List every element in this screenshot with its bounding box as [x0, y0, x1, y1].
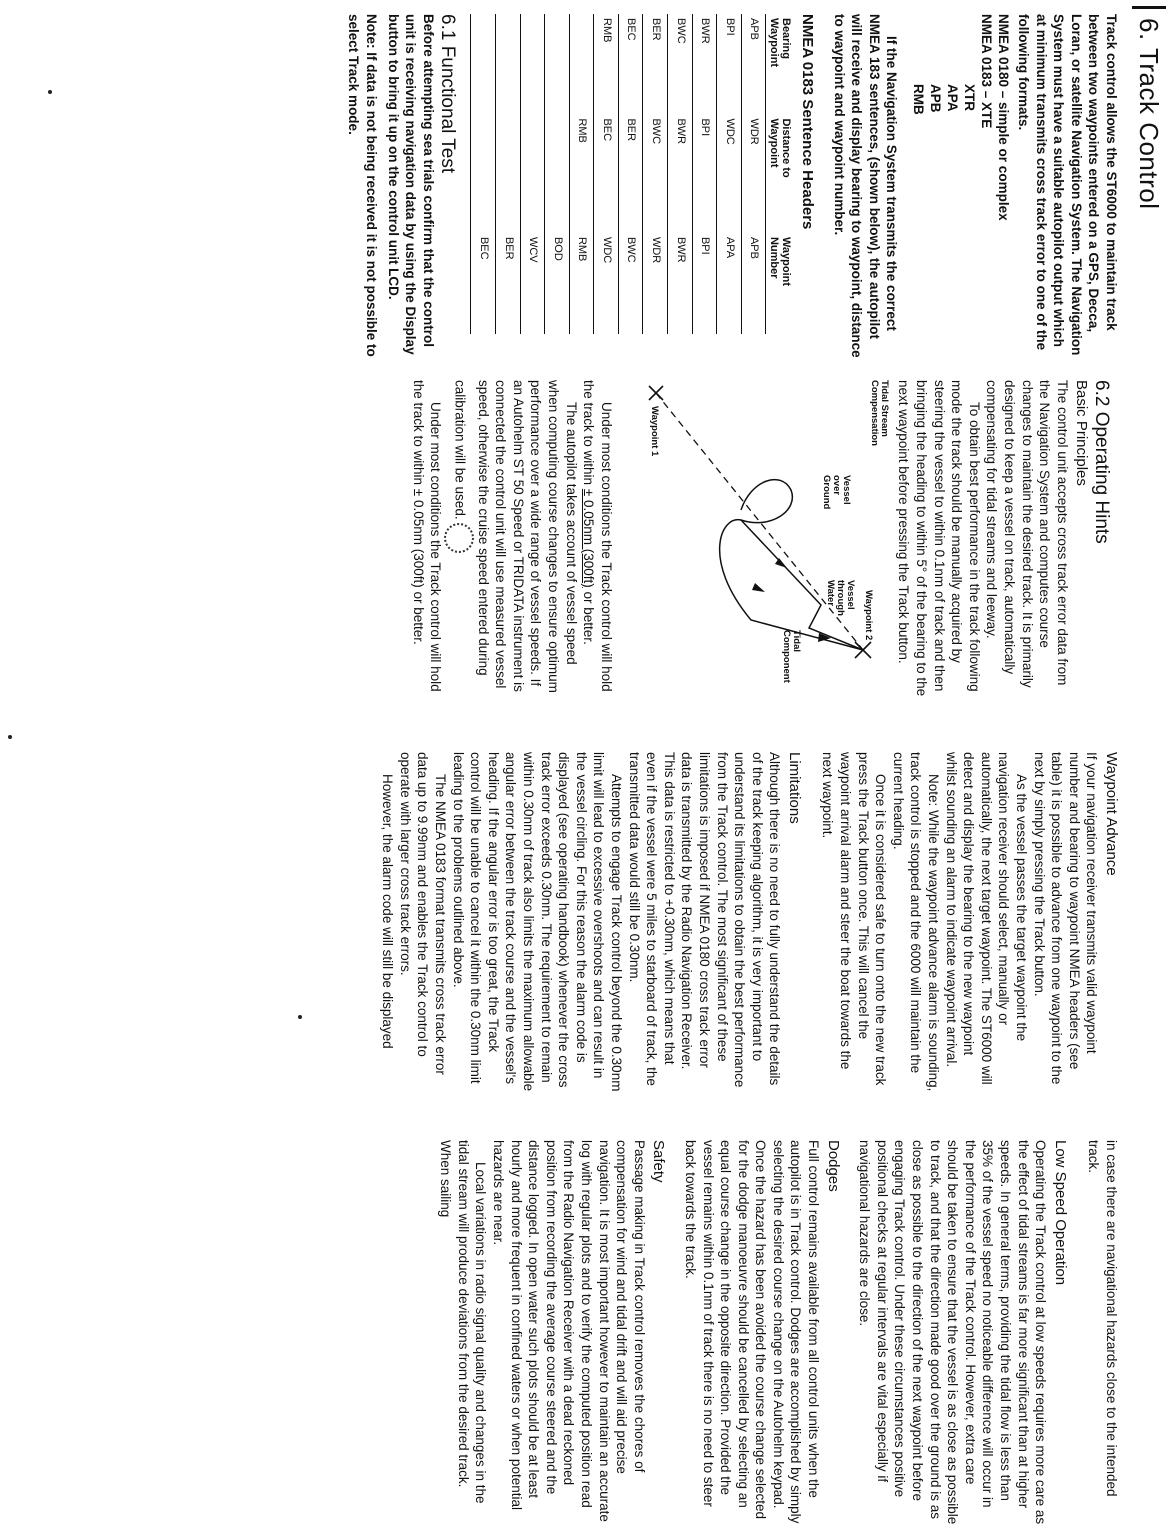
table-header: Bearing Waypoint [766, 14, 795, 114]
table-cell: BPI [692, 233, 717, 334]
table-cell [495, 114, 520, 233]
table-header: Waypoint Number [766, 233, 795, 334]
functional-test-heading: 6.1 Functional Test [437, 14, 459, 174]
table-heading: NMEA 0183 Sentence Headers [799, 14, 817, 230]
table-cell: BEC [471, 233, 496, 334]
table-cell [495, 14, 520, 114]
format-item: RMB [911, 84, 927, 115]
format-item: XTR [962, 84, 978, 111]
table-cell: BWR [668, 233, 693, 334]
table-row [495, 14, 520, 334]
intro-text: Track control allows the ST6000 to maintain track between two waypoints entered on a GPS, Decca, Loran, or satellite Navigation System. The Navigation System must have a suitable autopilot output which at minimum transmits cross track error to one of the following formats. [1016, 14, 1119, 356]
note-text: Note: If data is not being received it is not possible to select Track mode. [346, 14, 379, 357]
table-row [569, 14, 594, 334]
punch-hole-mark [444, 523, 474, 553]
scan-speck [8, 735, 12, 739]
table-cell: WCV [520, 233, 545, 334]
table-cell: BWC [643, 114, 668, 233]
track-diagram-svg [621, 380, 891, 690]
safety-text-2: Local variations in radio signal quality and changes in the tidal stream will produce deviations from the desired track. When sailing [438, 1140, 489, 1504]
limitations-heading: Limitations [785, 752, 803, 824]
track-accuracy-repeat-text: Under most conditions the Track control will hold the track to within ± 0.05nm (300ft) or better. [410, 380, 444, 692]
table-cell: WDR [741, 114, 766, 233]
nmea-paragraph: If the Navigation System transmits the correct NMEA 183 sentences, (shown below), the autopilot will receive and display bearing to waypoint, distance to waypoint and waypoint number. [831, 14, 900, 358]
page-title: 6. Track Control [1134, 18, 1164, 210]
table-row [692, 14, 717, 334]
table-cell: APB [741, 233, 766, 334]
waypoint-advance-text: If your navigation receiver transmits valid waypoint number and bearing to waypoint NMEA headers (see table) it is possible to advance from one waypoint to the next by simply pressing the Track button. [1031, 752, 1100, 1085]
table-row [471, 14, 496, 334]
functional-test-text: Before attempting sea trials confirm that the control unit is receiving navigation data by using the Display button to bring it up on the control unit LCD. [385, 14, 436, 355]
table-cell: BWR [668, 114, 693, 233]
table-cell: RMB [594, 14, 619, 114]
column-2 [409, 380, 1120, 700]
table-cell [569, 14, 594, 114]
waypoint-turn-text: Once it is considered safe to turn onto the new track press the Track button once. This will cancel the waypoint arrival alarm and steer the boat towards the next waypoint. [820, 752, 889, 1086]
table-cell: WDR [643, 233, 668, 334]
table-cell: BPI [692, 114, 717, 233]
table-row [668, 14, 693, 334]
scan-speck [48, 90, 52, 94]
table-cell [471, 14, 496, 114]
limitations-text-2: Attempts to engage Track control beyond the 0.30nm limit will lead to excessive overshoots and can result in the vessel circling. For this reason the alarm code is displayed (see operating handbook) whenever the cross track error exceeds 0.30nm. The requirement to remain within 0.30nm of track also limits the maximum allowable angular error between the track course and the vessel's heading. If the angular error is too great, the Track control will be unable to cancel it within the 0.30nm limit leading to the problems outlined above. [450, 752, 624, 1092]
table-cell: BER [643, 14, 668, 114]
limitations-text-3: The NMEA 0183 format transmits cross track error data up to 9.99nm and enables the Track control to operate with larger cross track errors. [397, 752, 449, 1075]
limitations-text-4: However, the alarm code will still be displayed [380, 774, 396, 1049]
dodges-text: Full control remains available from all control units when the autopilot is in Track control. Dodges are accomplished by simply selecting the desired course change on the Autohelm keypad. Once the hazard has been avoided the course change selected for the dodge manoeuvre should be cancelled by selecting an equal course change in the opposite direction. Provided the vessel remains within 0.1nm of track there is no need to steer back towards the track. [682, 1140, 822, 1524]
table-cell [545, 114, 570, 233]
table-cell [545, 14, 570, 114]
table-row [717, 14, 742, 334]
vessel-speed-text: The autopilot takes account of vessel speed when computing course changes to ensure optimum performance over a wide range of vessel speeds. If an Autohelm ST 50 Speed or TRIDATA instrument is connected the control unit will use measured vessel speed, otherwise the cruise speed entered during calibration will be used. [444, 380, 580, 700]
table-cell: APB [741, 14, 766, 114]
waypoint-advance-heading: Waypoint Advance [1103, 752, 1120, 876]
format-item: NMEA 0183 – XTE [979, 14, 995, 129]
continued-text: in case there are navigational hazards close to the intended track. [1086, 1140, 1119, 1497]
table-cell: BOD [545, 233, 570, 334]
table-row [741, 14, 766, 334]
table-cell: BEC [618, 14, 643, 114]
track-accuracy-text: Under most conditions the Track control will hold the track to within ± 0.05nm (300ft) or better. [581, 380, 614, 692]
title-rule [1132, 6, 1166, 9]
best-performance-text: To obtain best performance in the track following mode the track should be manually acquired by steering the vessel to within 0.1nm of track and then bringing the heading to within 5° of the bearing to the next waypoint before pressing the Track button. [896, 380, 982, 697]
format-item: APA [945, 84, 961, 112]
vessel-over-ground-label: Vessel over Ground [820, 475, 852, 510]
low-speed-text: Operating the Track control at low speeds requires more care as the effect of tidal streams is far more significant than at higher speeds. In general terms, providing the tidal flow is less than 35% of the vessel speed no noticeable difference will occur in the performance of the Track control. However, extra care should be taken to ensure that the vessel is as close as possible to track, and that the direction made good over the ground is as close as possible to the direction of the next waypoint before engaging Track control. Under these circumstances positive positional checks at regular intervals are vital especially if navigational hazards are close. [857, 1140, 1049, 1525]
safety-text-1: Passage making in Track control removes the chores of compensation for wind and tidal drift and will aid precise navigation. It is most important however to maintain an accurate log with regular plots and to verify the computed position read from the Radio Navigation Receiver with a dead reckoned position from recording the average course steered and the distance logged. In open water such plots should be at least hourly and more frequent in confined waters or when potential hazards are near. [491, 1140, 647, 1522]
limitations-text-1: Although there is no need to fully understand the details of the track keeping algorithm, it is very important to understand its limitations to obtain the best performance from the Track control. The most significant of these limitations is imposed if NMEA 0180 cross track error data is transmitted by the Radio Navigation Receiver. This data is restricted to +0.30nm, which means that even if the vessel were 5 miles to starboard of track, the transmitted data would still be 0.30nm. [626, 752, 783, 1088]
basic-principles-text: The control unit accepts cross track error data from the Navigation System and computes course changes to maintain the desired track. It is primarily designed to keep a vessel on track, automatically compensating for tidal streams and leeway. [984, 380, 1070, 688]
table-cell: WDC [594, 233, 619, 334]
table-cell: RMB [569, 114, 594, 233]
format-item: NMEA 0180 – simple or complex [996, 14, 1012, 221]
table-cell: APA [717, 233, 742, 334]
waypoint-note-text: Note: While the waypoint advance alarm is sounding, track control is stopped and the 6000 will maintain the current heading. [890, 752, 942, 1092]
column-4 [437, 1140, 1120, 1525]
track-diagram [621, 380, 891, 690]
table-cell [520, 114, 545, 233]
table-cell [471, 114, 496, 233]
table-row [594, 14, 619, 334]
waypoint-pass-text: As the vessel passes the target waypoint the navigation receiver should select, manually or automatically, the next target waypoint. The ST6000 will detect and display the bearing to the new waypoint whilst sounding an alarm to indicate waypoint arrival. [943, 752, 1030, 1085]
format-item: APB [928, 84, 944, 113]
waypoint-2-label: Waypoint 2 [862, 590, 874, 641]
table-header: Distance to Waypoint [766, 114, 795, 233]
column-3 [379, 752, 1120, 1092]
table-row [618, 14, 643, 334]
table-cell: BWC [618, 233, 643, 334]
tidal-component-label: Tidal Component [780, 630, 802, 683]
column-1 [345, 14, 1120, 359]
table-cell: BER [495, 233, 520, 334]
table-cell: WDC [717, 114, 742, 233]
table-cell: BEC [594, 114, 619, 233]
basic-principles-heading: Basic Principles [1073, 380, 1091, 486]
dodges-heading: Dodges [824, 1140, 842, 1192]
vessel-through-water-label: Vessel through Water [824, 580, 856, 616]
table-row [520, 14, 545, 334]
low-speed-heading: Low Speed Operation [1051, 1140, 1069, 1286]
waypoint-1-label: Waypoint 1 [648, 406, 660, 457]
format-list [910, 14, 1012, 359]
table-cell [520, 14, 545, 114]
table-row [545, 14, 570, 334]
operating-hints-heading: 6.2 Operating Hints [1091, 380, 1112, 544]
table-cell: RMB [569, 233, 594, 334]
scan-speck [298, 1015, 302, 1019]
arrow-icon [752, 583, 765, 592]
table-cell: BWC [668, 14, 693, 114]
tidal-stream-label: Tidal Stream Compensation [868, 380, 890, 446]
table-row [643, 14, 668, 334]
table-cell: BER [618, 114, 643, 233]
table-cell: BPI [717, 14, 742, 114]
table-cell: BWR [692, 14, 717, 114]
arrow-icon [775, 558, 787, 568]
safety-heading: Safety [650, 1140, 668, 1183]
nmea-table [470, 14, 794, 334]
